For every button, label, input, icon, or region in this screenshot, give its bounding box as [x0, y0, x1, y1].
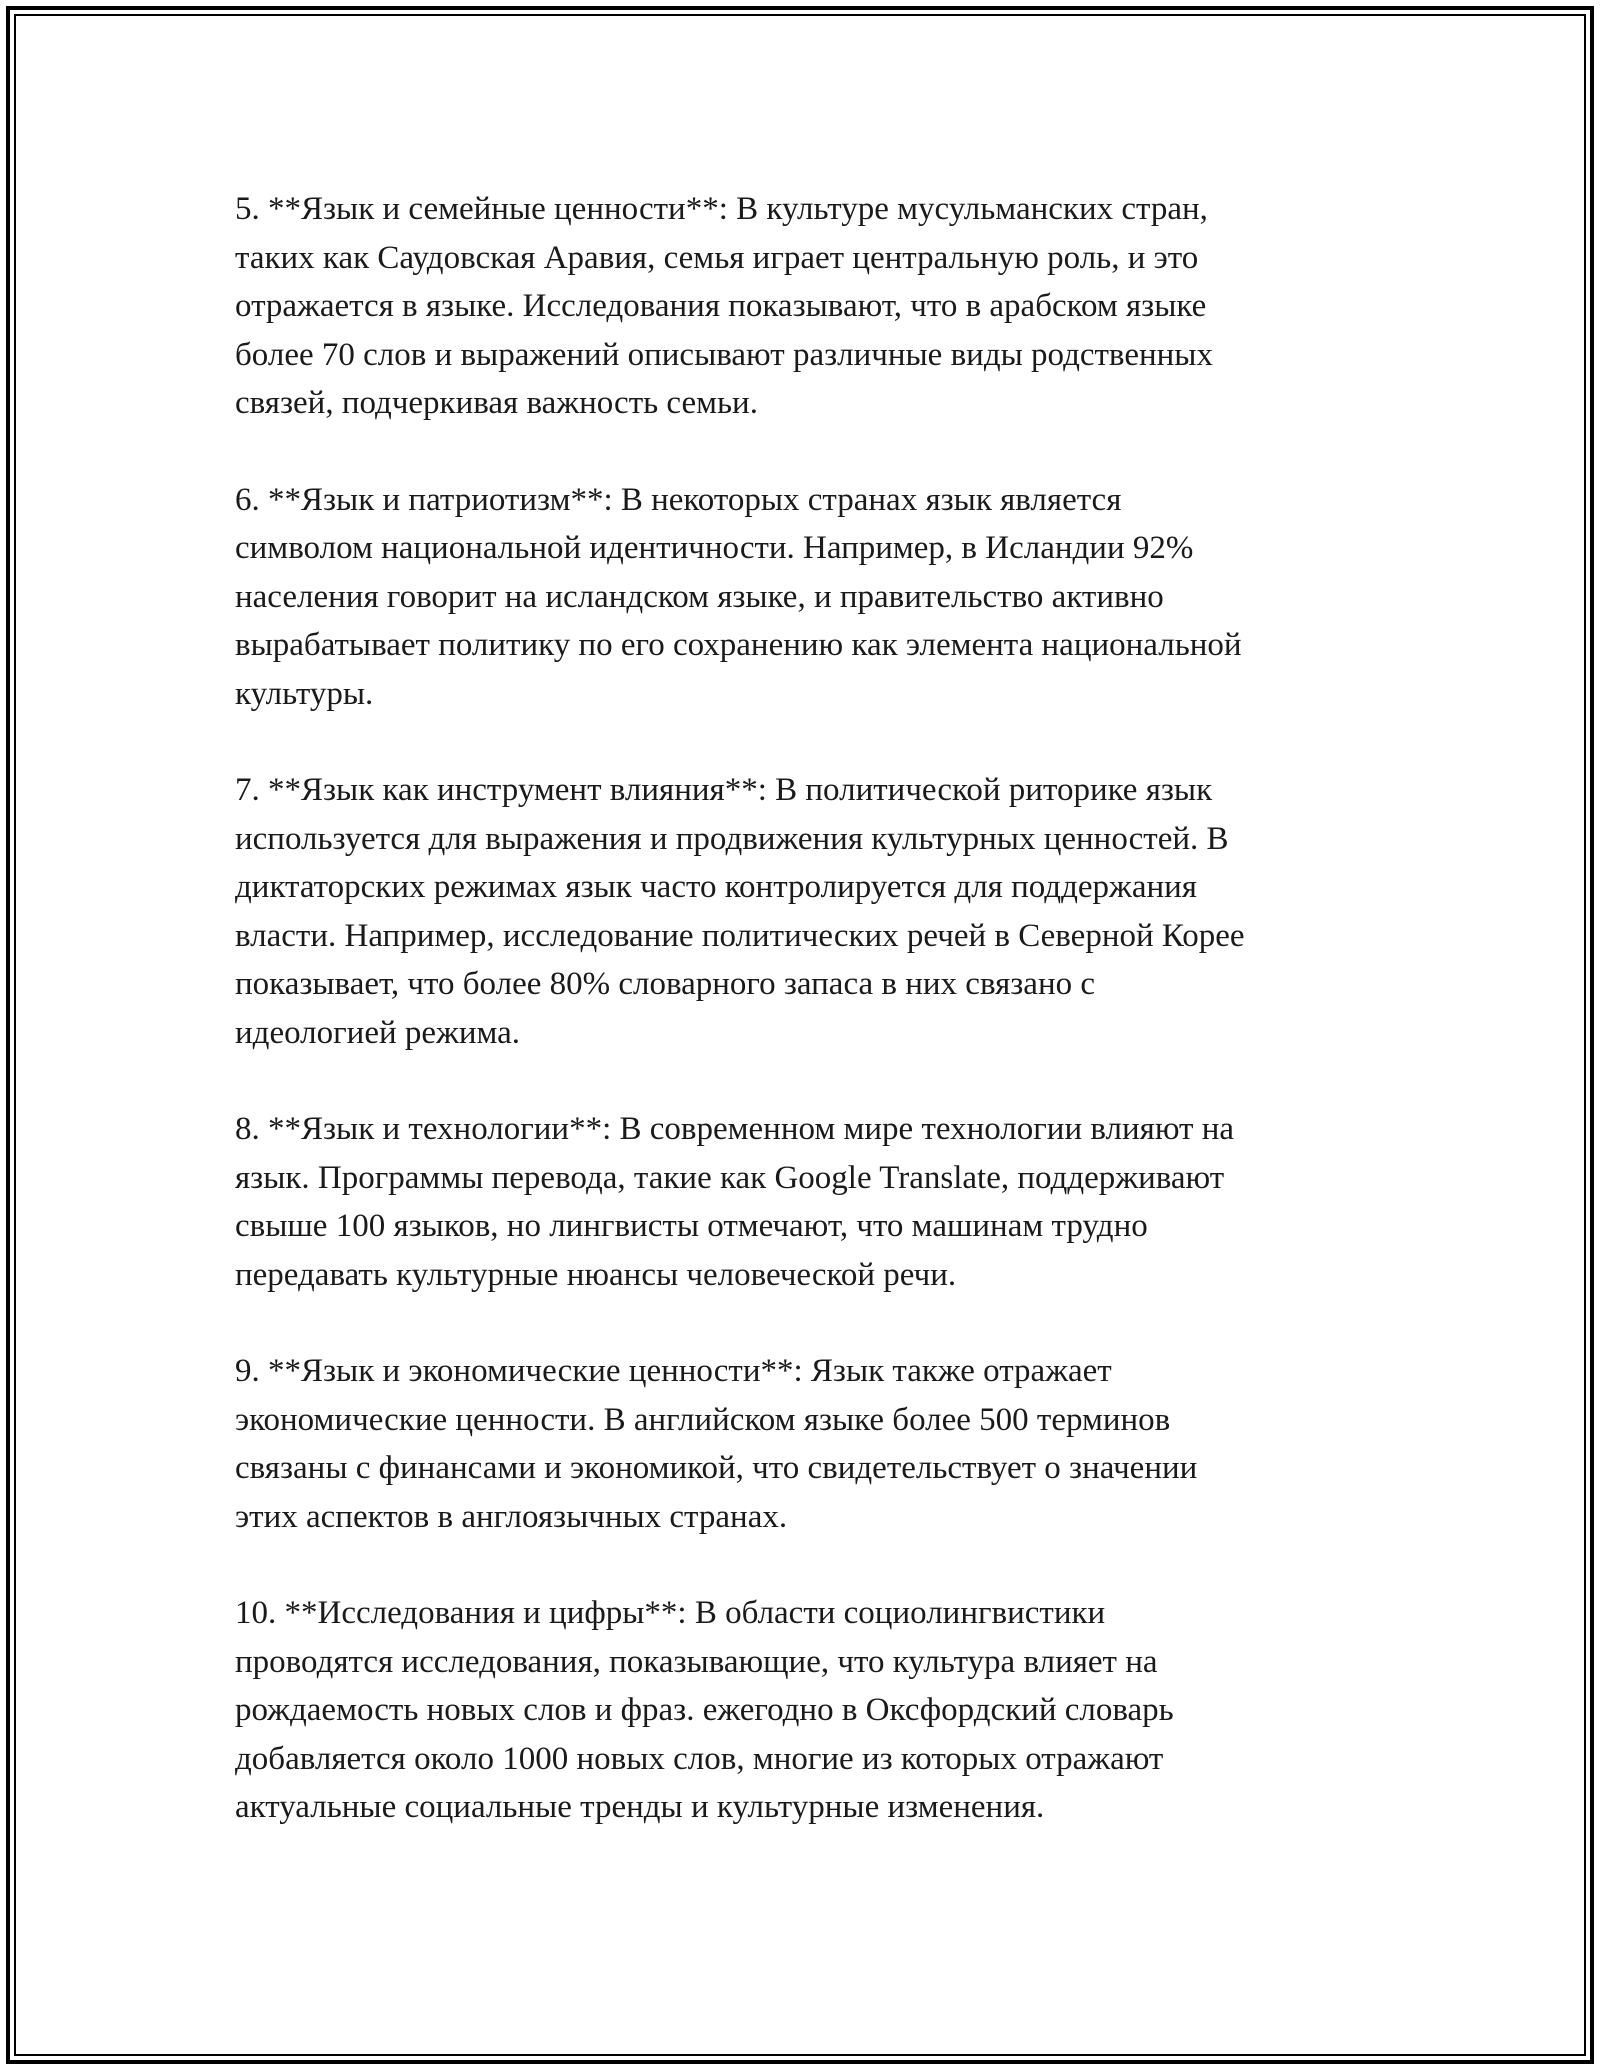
paragraph-8 — [235, 1105, 1385, 1299]
paragraph-5 — [235, 185, 1385, 428]
text-line: используется для выражения и продвижения культурных ценностей. В — [235, 820, 1229, 857]
text-line: 6. **Язык и патриотизм**: В некоторых странах язык является — [235, 481, 1122, 518]
text-line: символом национальной идентичности. Например, в Исландии 92% — [235, 530, 1194, 566]
text-line: отражается в языке. Исследования показывают, что в арабском языке — [235, 288, 1207, 324]
text-line: экономические ценности. В английском языке более 500 терминов — [235, 1401, 1171, 1438]
text-line: передавать культурные нюансы человеческой речи. — [235, 1256, 957, 1293]
text-line: идеологией режима. — [235, 1014, 521, 1051]
text-line: власти. Например, исследование политических речей в Северной Корее — [235, 917, 1245, 954]
paragraph-7 — [235, 766, 1385, 1057]
text-line: 9. **Язык и экономические ценности**: Язык также отражает — [235, 1353, 1112, 1389]
text-line: 5. **Язык и семейные ценности**: В культуре мусульманских стран, — [235, 191, 1208, 227]
text-line: культуры. — [235, 675, 374, 712]
text-line: диктаторских режимах язык часто контролируется для поддержания — [235, 869, 1197, 905]
document-body — [235, 185, 1385, 1880]
text-line: 8. **Язык и технологии**: В современном мире технологии влияют на — [235, 1111, 1235, 1147]
text-line: проводятся исследования, показывающие, что культура влияет на — [235, 1643, 1158, 1680]
text-line: более 70 слов и выражений описывают различные виды родственных — [235, 336, 1213, 373]
text-line: таких как Саудовская Аравия, семья играет центральную роль, и это — [235, 239, 1199, 276]
text-line: связаны с финансами и экономикой, что свидетельствует о значении — [235, 1450, 1198, 1486]
text-line: свыше 100 языков, но лингвисты отмечают, что машинам трудно — [235, 1208, 1148, 1244]
text-line: вырабатывает политику по его сохранению как элемента национальной — [235, 627, 1242, 663]
text-line: актуальные социальные тренды и культурные изменения. — [235, 1789, 1045, 1825]
text-line: населения говорит на исландском языке, и правительство активно — [235, 578, 1164, 615]
paragraph-10 — [235, 1589, 1385, 1832]
text-line: язык. Программы перевода, такие как Google Translate, поддерживают — [235, 1159, 1225, 1196]
text-line: 7. **Язык как инструмент влияния**: В политической риторике язык — [235, 772, 1213, 808]
text-line: связей, подчеркивая важность семьи. — [235, 385, 758, 421]
text-line: показывает, что более 80% словарного запаса в них связано с — [235, 966, 1096, 1002]
text-line: добавляется около 1000 новых слов, многие из которых отражают — [235, 1740, 1164, 1777]
text-line: 10. **Исследования и цифры**: В области социолингвистики — [235, 1595, 1106, 1631]
text-line: рождаемость новых слов и фраз. ежегодно в Оксфордский словарь — [235, 1692, 1174, 1728]
paragraph-9 — [235, 1347, 1385, 1541]
paragraph-6 — [235, 476, 1385, 719]
text-line: этих аспектов в англоязычных странах. — [235, 1498, 788, 1535]
